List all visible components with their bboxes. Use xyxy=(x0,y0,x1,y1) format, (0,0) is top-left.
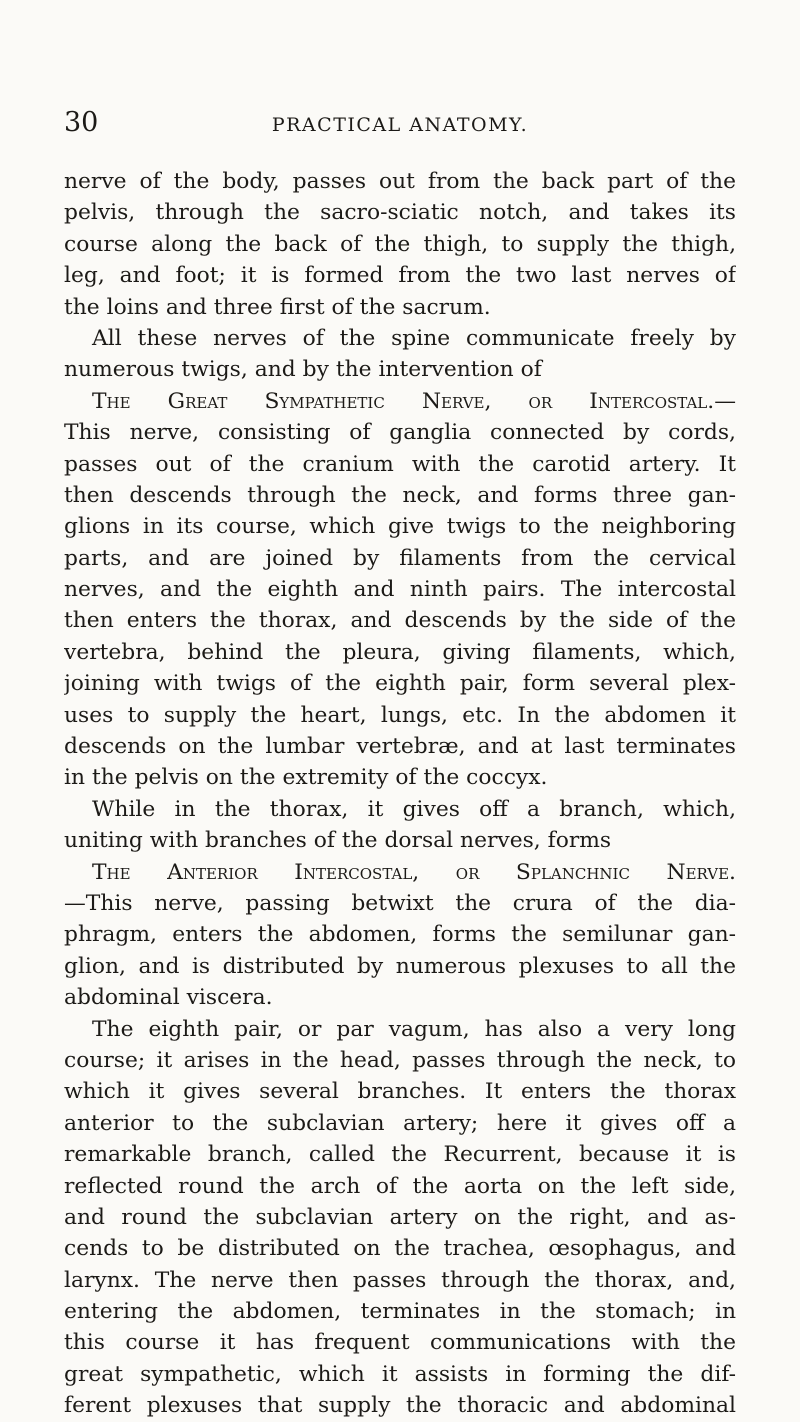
text-line: nerves, and the eighth and ninth pairs. The intercostal xyxy=(64,577,736,603)
text-line: great sympathetic, which it assists in forming the dif- xyxy=(64,1361,736,1387)
text-line: parts, and are joined by filaments from the cervical xyxy=(64,545,736,571)
text-line: which it gives several branches. It enters the thorax xyxy=(64,1079,736,1105)
text-line: leg, and foot; it is formed from the two last nerves of xyxy=(64,263,736,289)
page-number: 30 xyxy=(64,107,99,138)
text-line: then descends through the neck, and forms three gan- xyxy=(64,482,736,508)
text-line: course along the back of the thigh, to supply the thigh, xyxy=(64,231,736,257)
text-line: numerous twigs, and by the intervention of xyxy=(64,357,542,383)
text-line: passes out of the cranium with the carotid artery. It xyxy=(64,451,736,477)
text-line: course; it arises in the head, passes through the neck, to xyxy=(64,1047,736,1073)
text-line: remarkable branch, called the Recurrent, because it is xyxy=(64,1142,736,1168)
page-header xyxy=(64,106,736,142)
text-line: descends on the lumbar vertebræ, and at last terminates xyxy=(64,734,736,760)
text-line: in the pelvis on the extremity of the coccyx. xyxy=(64,765,548,791)
text-line: then enters the thorax, and descends by the side of the xyxy=(64,608,736,634)
text-line: anterior to the subclavian artery; here it gives off a xyxy=(64,1110,736,1136)
text-line: joining with twigs of the eighth pair, form several plex- xyxy=(64,671,736,697)
text-line: larynx. The nerve then passes through the thorax, and, xyxy=(64,1267,736,1293)
text-line: cends to be distributed on the trachea, œsophagus, and xyxy=(64,1236,736,1262)
text-line: vertebra, behind the pleura, giving filaments, which, xyxy=(64,639,736,665)
text-line: uniting with branches of the dorsal nerves, forms xyxy=(64,828,612,854)
text-line: The eighth pair, or par vagum, has also a very long xyxy=(92,1016,736,1042)
text-line: This nerve, consisting of ganglia connected by cords, xyxy=(64,420,736,446)
text-line: uses to supply the heart, lungs, etc. In the abdomen it xyxy=(64,702,736,728)
text-line: abdominal viscera. xyxy=(64,985,273,1011)
text-line: All these nerves of the spine communicate freely by xyxy=(92,325,736,351)
running-title: PRACTICAL ANATOMY. xyxy=(271,114,529,136)
text-line: reflected round the arch of the aorta on the left side, xyxy=(64,1173,736,1199)
book-page xyxy=(64,106,736,1422)
text-line: ferent plexuses that supply the thoracic and abdominal xyxy=(64,1393,736,1419)
text-line: this course it has frequent communications with the xyxy=(64,1330,736,1356)
text-line: pelvis, through the sacro-sciatic notch, and takes its xyxy=(64,200,736,226)
text-line: phragm, enters the abdomen, forms the semilunar gan- xyxy=(64,922,736,948)
text-line: glion, and is distributed by numerous plexuses to all the xyxy=(64,953,736,979)
text-line: the loins and three first of the sacrum. xyxy=(64,294,491,320)
text-line: The Anterior Intercostal, or Splanchnic Nerve. xyxy=(92,859,736,885)
text-line: glions in its course, which give twigs to the neighboring xyxy=(64,514,736,540)
text-line: nerve of the body, passes out from the back part of the xyxy=(64,169,736,194)
body-text xyxy=(64,166,736,1422)
text-line: The Great Sympathetic Nerve, or Intercostal.— xyxy=(92,388,736,414)
text-line: —This nerve, passing betwixt the crura of the dia- xyxy=(64,890,736,916)
text-line: While in the thorax, it gives off a branch, which, xyxy=(92,796,736,822)
text-line: and round the subclavian artery on the right, and as- xyxy=(64,1204,736,1230)
text-line: entering the abdomen, terminates in the stomach; in xyxy=(64,1299,736,1325)
